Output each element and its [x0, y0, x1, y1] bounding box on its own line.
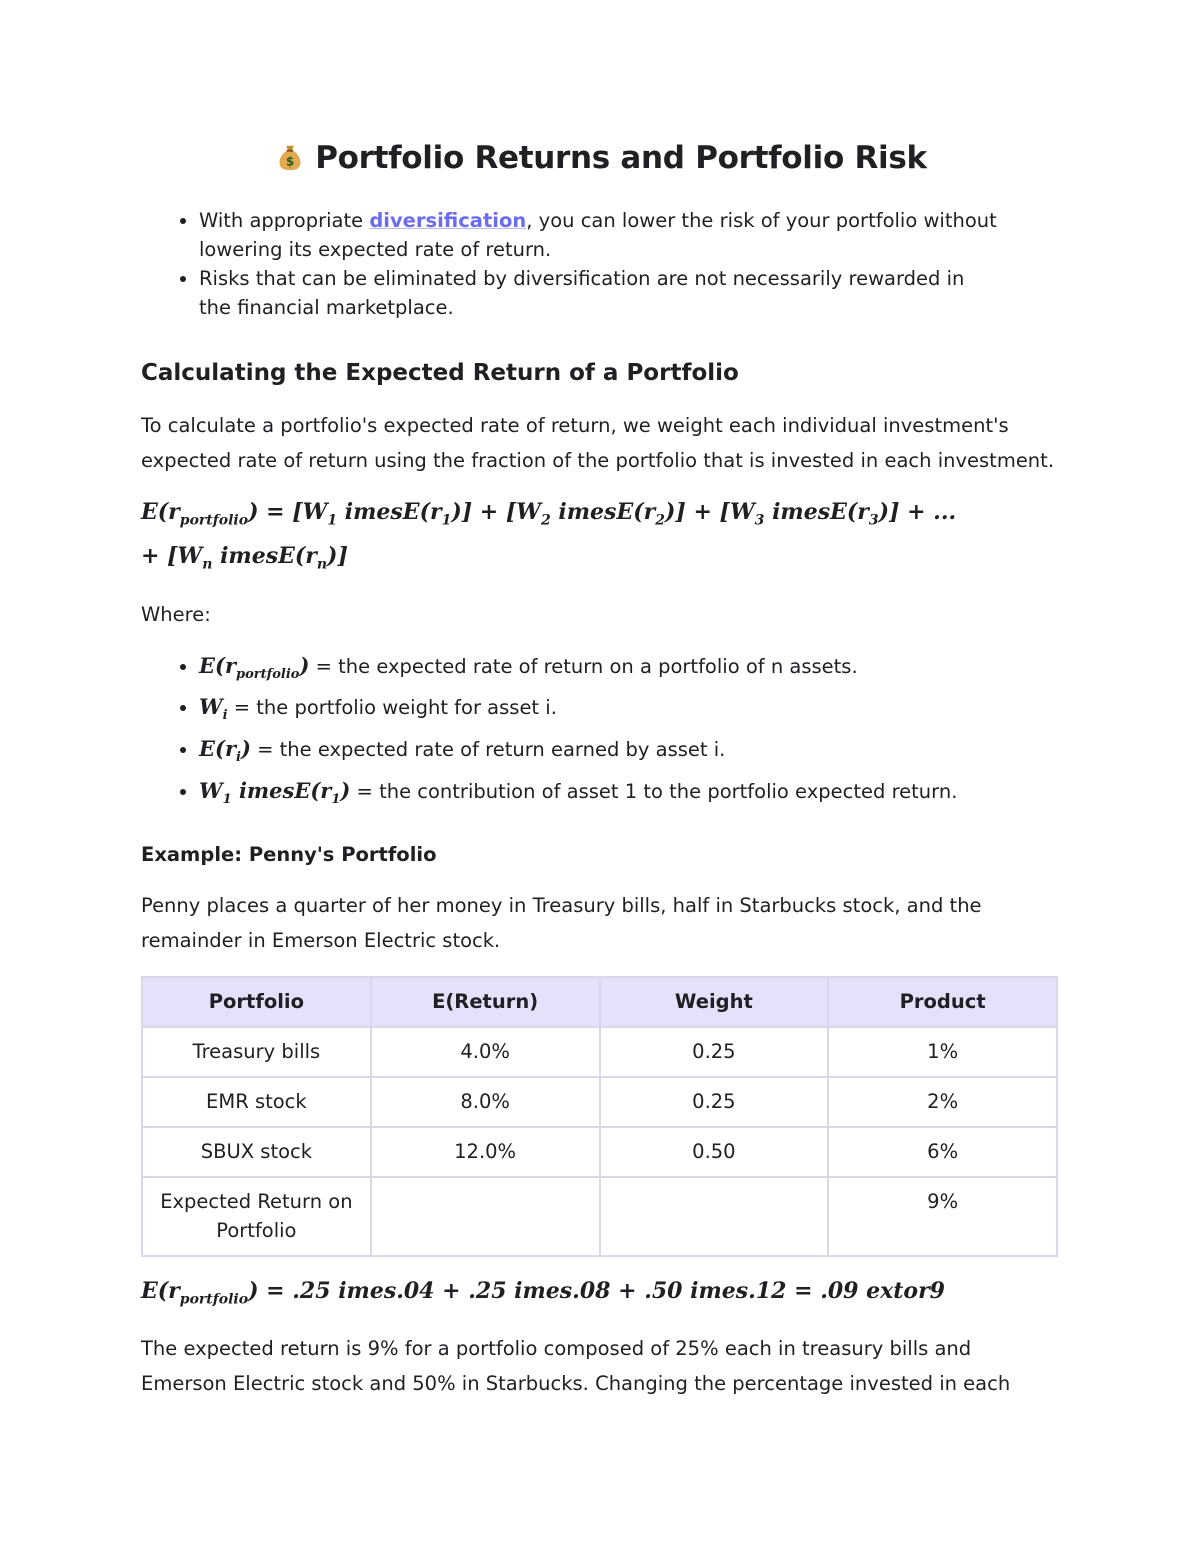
table-cell: 8.0% — [371, 1077, 600, 1127]
bullet-text: With appropriate — [199, 209, 370, 232]
expected-return-formula: $E(r_{portfolio}) = [W_1$ $imesE(r_1)] + [W_2$ $imesE(r_2)] + [W_3$ $imesE(r_3)$] + ... + [$W_n$ $imesE(r_n)$] — [141, 499, 957, 573]
definition-item: • $W_i$ = the portfolio weight for asset i. — [199, 691, 1061, 733]
definition-item: • $E(r_i)$ = the expected rate of return earned by asset i. — [199, 733, 1061, 775]
table-cell — [600, 1177, 829, 1256]
definition-item: • $E(r_{portfolio})$ = the expected rate of return on a portfolio of n assets. — [199, 650, 1061, 692]
table-cell: SBUX stock — [142, 1127, 371, 1177]
diversification-link[interactable]: diversification — [369, 209, 527, 232]
table-cell: 6% — [828, 1127, 1057, 1177]
table-cell: EMR stock — [142, 1077, 371, 1127]
column-header: Product — [828, 977, 1057, 1027]
table-cell: Expected Return on Portfolio — [142, 1177, 371, 1256]
table-header-row — [142, 977, 1057, 1027]
bullet-text: , you can lower the risk of your portfolio without lowering its expected rate of return. — [199, 209, 997, 261]
table-cell: 0.50 — [600, 1127, 829, 1177]
intro-bullet-1 — [199, 206, 1061, 264]
intro-bullet-list — [141, 206, 1061, 322]
table-cell: 12.0% — [371, 1127, 600, 1177]
column-header: Portfolio — [142, 977, 371, 1027]
table-row — [142, 1127, 1057, 1177]
table-cell: 1% — [828, 1027, 1057, 1077]
money-bag-icon — [275, 142, 305, 172]
intro-bullet-2: • Risks that can be eliminated by diversification are not necessarily rewarded in the financial marketplace. — [199, 264, 1061, 322]
page-title — [141, 140, 1061, 176]
table-cell: 9% — [828, 1177, 1057, 1256]
table-cell: 4.0% — [371, 1027, 600, 1077]
table-cell: 0.25 — [600, 1077, 829, 1127]
table-cell: 0.25 — [600, 1027, 829, 1077]
section-heading: Calculating the Expected Return of a Portfolio — [141, 360, 739, 386]
table-row — [142, 1077, 1057, 1127]
where-label: Where: — [141, 602, 211, 626]
definitions-list — [141, 650, 1061, 817]
example-formula: $E(r_{portfolio}) = .25$ imes.04 + .25 imes.08 + .50 imes.12 = .09 extor9 — [141, 1277, 945, 1307]
column-header: Weight — [600, 977, 829, 1027]
column-header: E(Return) — [371, 977, 600, 1027]
document-page — [141, 140, 1061, 1401]
table-cell — [371, 1177, 600, 1256]
portfolio-table — [141, 976, 1058, 1257]
table-cell: 2% — [828, 1077, 1057, 1127]
example-heading: Example: Penny's Portfolio — [141, 842, 437, 866]
table-row — [142, 1177, 1057, 1256]
section-paragraph: To calculate a portfolio's expected rate of return, we weight each individual investment's expected rate of return using the fraction of the portfolio that is invested in each investment. — [141, 414, 1055, 472]
example-paragraph: Penny places a quarter of her money in Treasury bills, half in Starbucks stock, and the remainder in Emerson Electric stock. — [141, 893, 982, 952]
page-title-text: Portfolio Returns and Portfolio Risk — [315, 140, 927, 176]
svg-text:$: $ — [286, 154, 295, 169]
definition-item: • $W_1$ $imesE(r_1)$ = the contribution of asset 1 to the portfolio expected return. — [199, 775, 1061, 817]
table-cell: Treasury bills — [142, 1027, 371, 1077]
table-row — [142, 1027, 1057, 1077]
conclusion-paragraph: The expected return is 9% for a portfolio composed of 25% each in treasury bills and Emerson Electric stock and 50% in Starbucks. Changing the percentage invested in each — [141, 1336, 1011, 1395]
